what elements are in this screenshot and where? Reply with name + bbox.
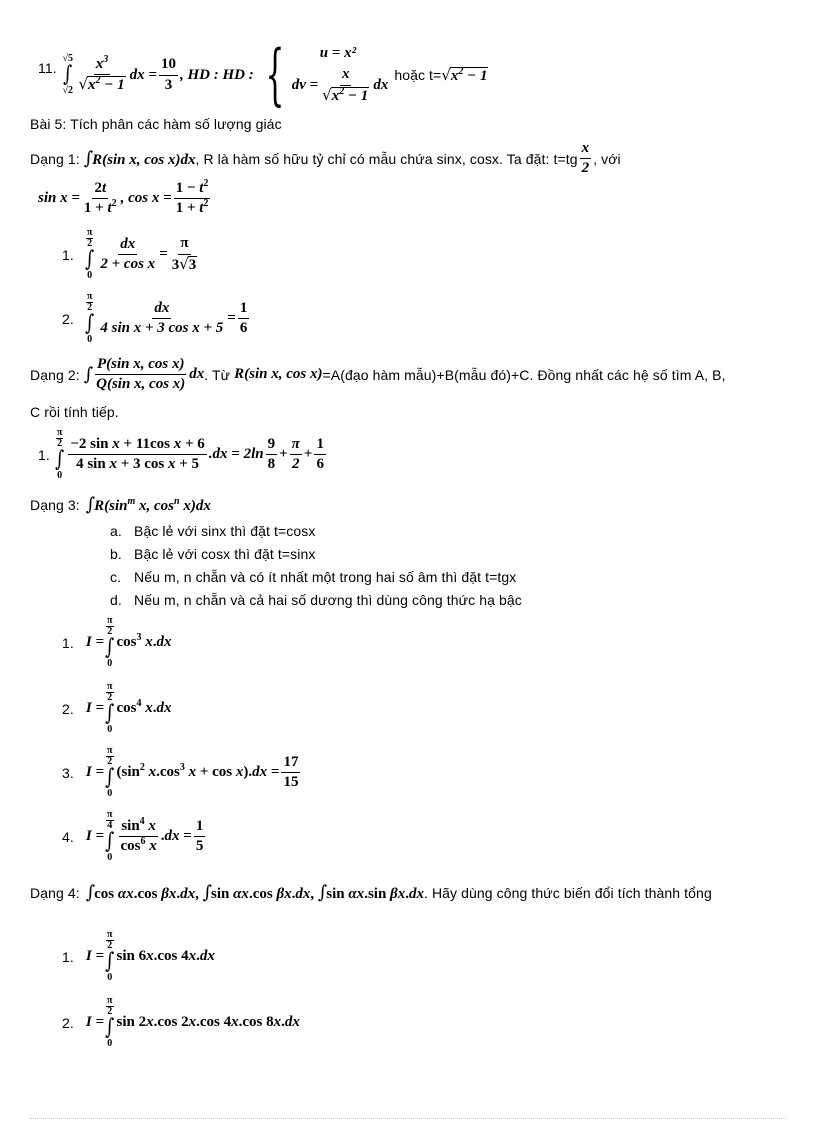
or-text: hoặc t= [394, 67, 442, 83]
dang3-example-1: 1. I = π 2 ∫ 0 $\cos^3 x.dx$ [62, 615, 172, 669]
dang3-example-4: 4. I = π 4 ∫ 0 $\frac{\sin^4 x}{\cos^6 x}$ .dx = $\frac{1}{5}$ [62, 809, 204, 863]
page-bottom-divider [30, 1118, 786, 1119]
item-number: 11. [38, 60, 57, 76]
section-title: Bài 5: Tích phân các hàm số lượng giác [30, 116, 282, 132]
item-11-formula: √5 ∫ √2 $\frac{x^3}{√x^2 - 1}$ dx = $\frac{10}{3}$ , HD : HD : { u = x² dv = $\frac{x}{√x^2 - 1}$ dx hoặc t= $√x^2 - 1$ [62, 36, 488, 113]
dv-equation: dv = [291, 77, 319, 93]
dang1-example-2: 2. π 2 ∫ 0 $\frac{dx}{\text{4 sin x + 3 cos x + 5}}$ = $\frac{1}{6}$ [62, 291, 248, 345]
dang-4: Dạng 4: ∫cos αx.cos βx.dx, ∫sin αx.cos βx.dx, ∫sin αx.sin βx.dx . Hãy dùng công thức biến đổi tích thành tổng [30, 882, 712, 903]
dang4-example-1: 1. I = π 2 ∫ 0 sin 6x.cos 4x.dx [62, 929, 215, 983]
dang2-example-1: 1. π 2 ∫ 0 $\frac{\text{−2 sin x + 11cos x + 6}}{\text{4 sin x + 3 cos x + 5}}$ .dx = 2ln $\frac{9}{8}$ + $\frac{\pi}{2}$ + $\frac{1}{6}$ [38, 427, 324, 481]
dang-3: Dạng 3: $\int R(\sin^m$ x, $\cos^n x)dx$ [30, 494, 211, 515]
dang-2: Dạng 2: ∫ $\frac{\text{P(sin x, cos x)}}{\text{Q(sin x, cos x)}}$ dx . Từ R(sin x, cos x) =A(đạo hàm mẫu)+B(mẫu đó)+C. Đồng nhất các hệ số tìm A, B, [30, 356, 726, 393]
dang3-case-d: d. Nếu m, n chẵn và cả hai số dương thì dùng công thức hạ bậc [110, 592, 522, 608]
dang3-example-3: 3. I = π 2 ∫ 0 ($\sin^2$ $x.\cos^3$ x + cos x).dx = $\frac{17}{15}$ [62, 745, 299, 799]
result-fraction: $\frac{10}{3}$ [160, 56, 176, 93]
dang3-case-a: a. Bậc lẻ với sinx thì đặt t=cosx [110, 523, 316, 539]
dang3-case-c: c. Nếu m, n chẵn và có ít nhất một trong hai số âm thì đặt t=tgx [110, 569, 517, 585]
integral-sign: √5 ∫ √2 [62, 53, 73, 96]
integrand-fraction: $\frac{x^3}{√x^2 - 1}$ [78, 53, 125, 93]
dang3-example-2: 2. I = π 2 ∫ 0 $\cos^4 x.dx$ [62, 681, 172, 735]
dang2-line2: C rồi tính tiếp. [30, 404, 119, 420]
dang-1: Dạng 1: ∫R(sin x, cos x)dx , R là hàm số hữu tỷ chỉ có mẫu chứa sinx, cosx. Ta đặt: t=tg $\frac{x}{2}$ , với [30, 140, 621, 177]
dang3-case-b: b. Bậc lẻ với cosx thì đặt t=sinx [110, 546, 316, 562]
brace-icon: { [265, 36, 285, 113]
substitution-formulas: sin x = $\frac{2t}{1 + t^2}$ , cos x = $\frac{1 - t^2}{1 + t^2}$ [38, 178, 209, 217]
dang1-example-1: 1. π 2 ∫ 0 $\frac{dx}{\text{2 + cos x}}$ = $\frac{\pi}{3√3}$ [62, 227, 197, 281]
dang4-example-2: 2. I = π 2 ∫ 0 sin 2x.cos 2x.cos 4x.cos 8x.dx [62, 995, 300, 1049]
u-equation: u = x² [319, 45, 357, 62]
